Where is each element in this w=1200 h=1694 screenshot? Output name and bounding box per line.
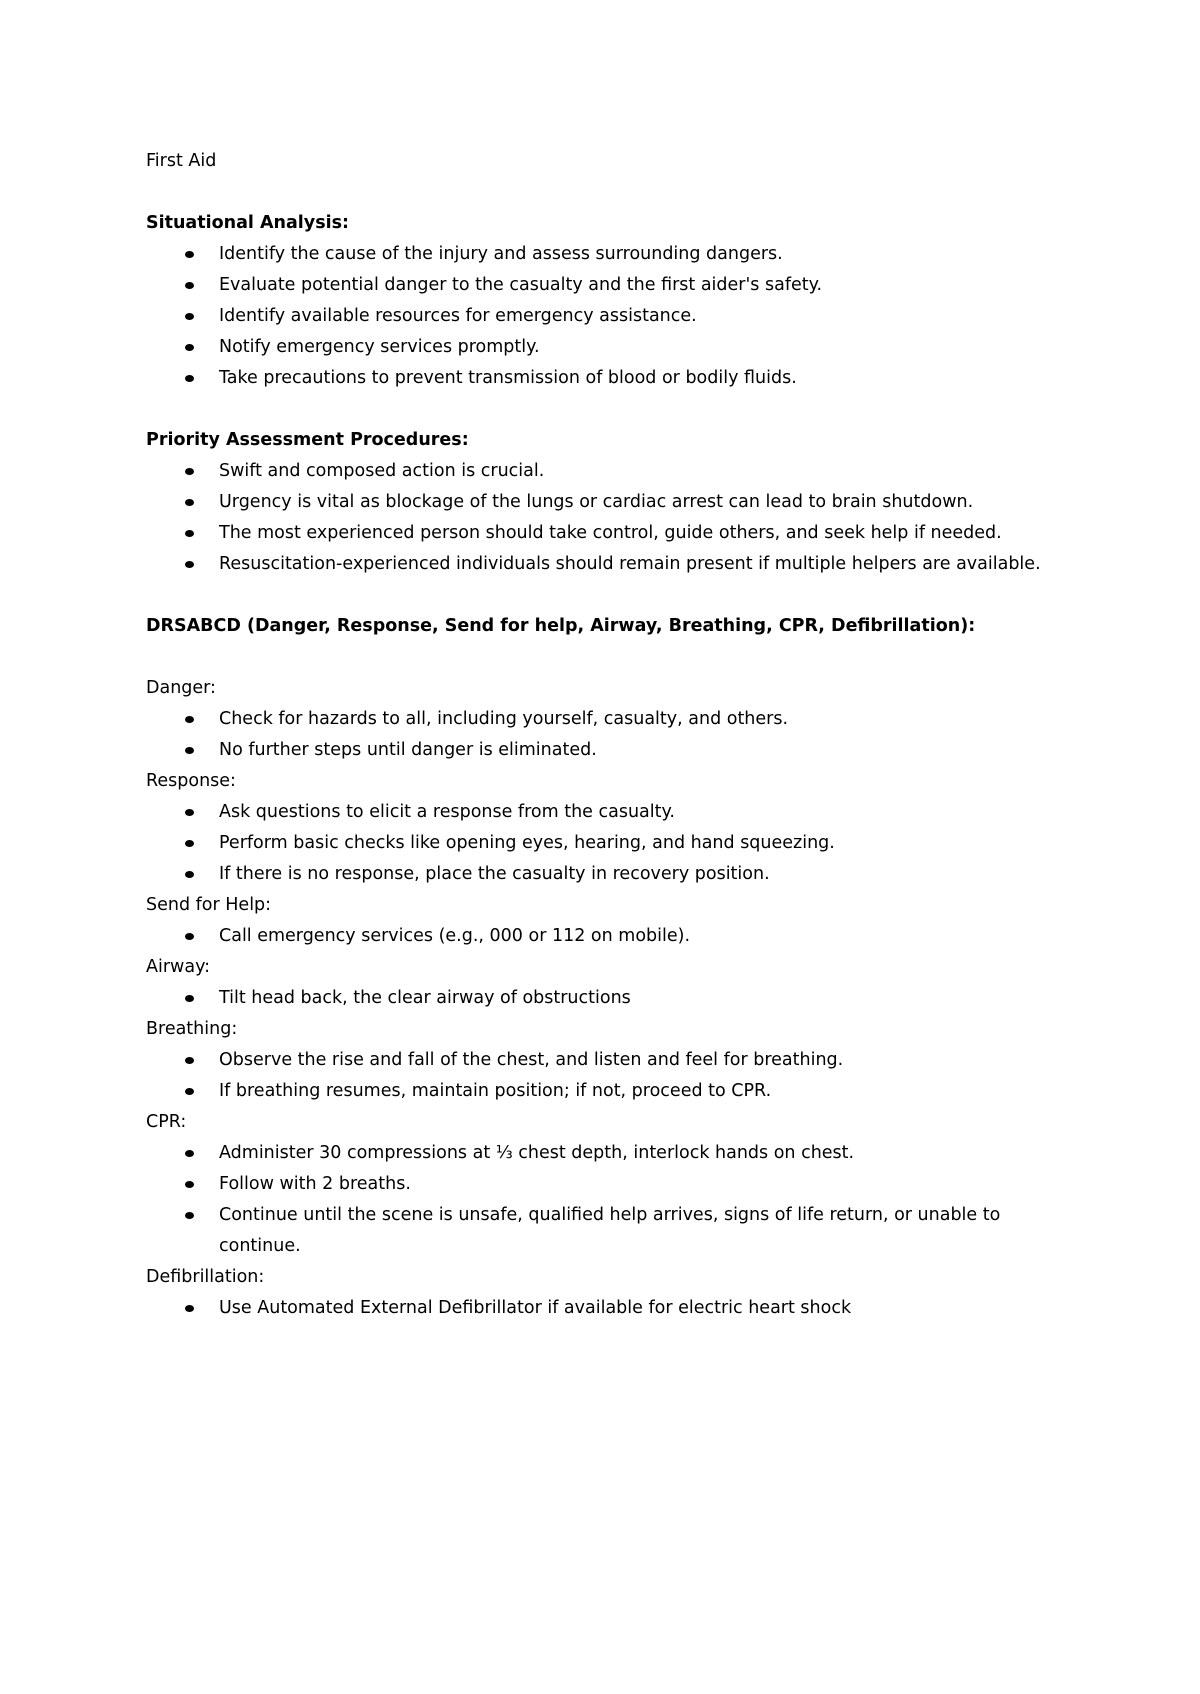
list-item-text: If breathing resumes, maintain position; if not, proceed to CPR. [219,1081,772,1101]
list-item [146,549,1046,580]
list-item [146,487,1046,518]
bullet-icon [185,344,194,351]
list-item-text: Resuscitation-experienced individuals should remain present if multiple helpers are available. [219,554,1041,574]
list-item-text: Observe the rise and fall of the chest, and listen and feel for breathing. [219,1050,844,1070]
bullet-icon [185,840,194,847]
spacer [146,580,1046,611]
bullet-icon [185,933,194,940]
cpr-list [146,1138,1046,1262]
bullet-icon [185,995,194,1002]
list-item-text: Use Automated External Defibrillator if available for electric heart shock [219,1298,852,1318]
bullet-icon [185,1305,194,1312]
step-label-cpr: CPR: [146,1112,187,1132]
list-item [146,828,1046,859]
bullet-icon [185,1150,194,1157]
airway-list [146,983,1046,1014]
bullet-icon [185,313,194,320]
list-item-text: Evaluate potential danger to the casualty and the first aider's safety. [219,275,823,295]
list-item-text: If there is no response, place the casualty in recovery position. [219,864,770,884]
bullet-icon [185,468,194,475]
step-label-danger: Danger: [146,678,216,698]
priority-assessment-list [146,456,1046,580]
situational-analysis-list [146,239,1046,394]
step-label-defibrillation: Defibrillation: [146,1267,265,1287]
list-item-text: Follow with 2 breaths. [219,1174,411,1194]
spacer [146,642,1046,673]
step-label-response: Response: [146,771,236,791]
list-item [146,239,1046,270]
response-list [146,797,1046,890]
danger-list [146,704,1046,766]
list-item [146,1293,1046,1324]
bullet-icon [185,1057,194,1064]
list-item [146,1045,1046,1076]
list-item [146,1138,1046,1169]
list-item [146,518,1046,549]
list-item-text: No further steps until danger is eliminated. [219,740,597,760]
list-item-text: Identify available resources for emergency assistance. [219,306,697,326]
list-item [146,270,1046,301]
list-item [146,983,1046,1014]
spacer [146,177,1046,208]
list-item [146,1169,1046,1200]
list-item [146,301,1046,332]
bullet-icon [185,716,194,723]
document-title: First Aid [146,151,217,171]
list-item-text: Urgency is vital as blockage of the lungs or cardiac arrest can lead to brain shutdown. [219,492,974,512]
bullet-icon [185,561,194,568]
section-heading-situational-analysis: Situational Analysis: [146,213,350,233]
bullet-icon [185,747,194,754]
bullet-icon [185,499,194,506]
list-item [146,1076,1046,1107]
bullet-icon [185,530,194,537]
section-heading-priority-assessment: Priority Assessment Procedures: [146,430,469,450]
list-item [146,363,1046,394]
list-item [146,1200,1046,1262]
list-item [146,704,1046,735]
defibrillation-list [146,1293,1046,1324]
bullet-icon [185,1212,194,1219]
list-item [146,456,1046,487]
list-item-text: Swift and composed action is crucial. [219,461,545,481]
list-item-text: Administer 30 compressions at ⅓ chest depth, interlock hands on chest. [219,1143,855,1163]
list-item-text: Continue until the scene is unsafe, qualified help arrives, signs of life return, or unable to continue. [219,1205,1001,1256]
list-item-text: Take precautions to prevent transmission of blood or bodily fluids. [219,368,797,388]
list-item-text: Notify emergency services promptly. [219,337,540,357]
bullet-icon [185,282,194,289]
list-item-text: Identify the cause of the injury and assess surrounding dangers. [219,244,783,264]
list-item-text: Call emergency services (e.g., 000 or 112 on mobile). [219,926,691,946]
bullet-icon [185,375,194,382]
breathing-list [146,1045,1046,1107]
list-item-text: Perform basic checks like opening eyes, hearing, and hand squeezing. [219,833,835,853]
bullet-icon [185,1088,194,1095]
section-heading-drsabcd: DRSABCD (Danger, Response, Send for help, Airway, Breathing, CPR, Defibrillation): [146,616,976,636]
bullet-icon [185,251,194,258]
bullet-icon [185,1181,194,1188]
send-for-help-list [146,921,1046,952]
bullet-icon [185,809,194,816]
spacer [146,394,1046,425]
document-body [146,146,1046,1324]
list-item-text: Ask questions to elicit a response from the casualty. [219,802,675,822]
step-label-breathing: Breathing: [146,1019,238,1039]
list-item [146,735,1046,766]
list-item [146,797,1046,828]
list-item-text: Tilt head back, the clear airway of obstructions [219,988,631,1008]
list-item [146,332,1046,363]
bullet-icon [185,871,194,878]
step-label-send-for-help: Send for Help: [146,895,272,915]
list-item-text: The most experienced person should take control, guide others, and seek help if needed. [219,523,1002,543]
list-item [146,859,1046,890]
list-item [146,921,1046,952]
list-item-text: Check for hazards to all, including yourself, casualty, and others. [219,709,789,729]
step-label-airway: Airway: [146,957,211,977]
